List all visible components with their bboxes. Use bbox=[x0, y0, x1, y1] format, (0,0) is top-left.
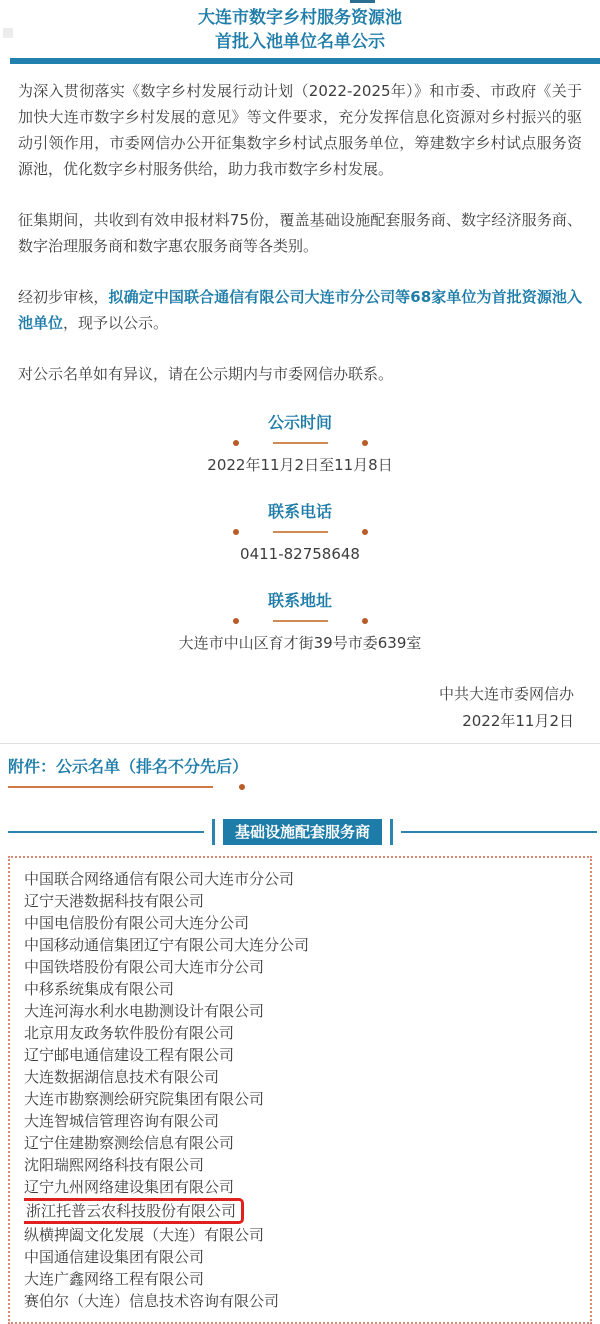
company-item: 辽宁邮电通信建设工程有限公司 bbox=[24, 1046, 235, 1064]
paragraph-intro: 为深入贯彻落实《数字乡村发展行动计划（2022-2025年）》和市委、市政府《关于加快大连市数字乡村发展的意见》等文件要求，充分发挥信息化资源对乡村振兴的驱动引领作用，市委网信办公开征集数字乡村试点服务单位，筹建数字乡村试点服务资源池，优化数字乡村服务供给，助力我市数字乡村发展。 bbox=[18, 82, 582, 178]
company-item: 沈阳瑞熙网络科技有限公司 bbox=[24, 1156, 205, 1174]
info-section-phone bbox=[18, 501, 582, 566]
company-item: 中国通信建设集团有限公司 bbox=[24, 1248, 205, 1266]
signoff-date: 2022年11月2日 bbox=[462, 712, 574, 730]
info-value-phone: 0411-82758648 bbox=[240, 545, 360, 563]
company-item: 纵横捭阖文化发展（大连）有限公司 bbox=[24, 1226, 265, 1244]
signoff-org: 中共大连市委网信办 bbox=[438, 685, 574, 703]
info-value-address: 大连市中山区育才街39号市委639室 bbox=[178, 634, 422, 652]
paragraph-result-highlight: 拟确定中国联合通信有限公司大连市分公司等68家单位为首批资源池入池单位 bbox=[18, 288, 582, 332]
company-item: 中国铁塔股份有限公司大连市分公司 bbox=[24, 958, 265, 976]
company-item: 辽宁天港数据科技有限公司 bbox=[24, 892, 205, 910]
company-item: 大连数据湖信息技术有限公司 bbox=[24, 1068, 220, 1086]
decor-dot-right bbox=[362, 440, 368, 446]
decor-row bbox=[18, 525, 582, 539]
paragraph-result-suffix: ，现予以公示。 bbox=[63, 314, 169, 332]
decor-dot-left bbox=[233, 529, 239, 535]
signoff-block bbox=[18, 679, 582, 735]
category-line-left bbox=[8, 831, 204, 833]
attachment-title: 附件：公示名单（排名不分先后） bbox=[8, 757, 249, 776]
decor-dot-right bbox=[362, 529, 368, 535]
decor-underline bbox=[8, 786, 213, 788]
decorative-square bbox=[3, 28, 13, 38]
cropped-content-mark bbox=[350, 0, 375, 3]
company-item: 大连广鑫网络工程有限公司 bbox=[24, 1270, 205, 1288]
company-item: 北京用友政务软件股份有限公司 bbox=[24, 1024, 235, 1042]
company-item: 赛伯尔（大连）信息技术咨询有限公司 bbox=[24, 1292, 280, 1310]
company-item: 中移系统集成有限公司 bbox=[24, 980, 175, 998]
company-item: 辽宁九州网络建设集团有限公司 bbox=[24, 1178, 235, 1196]
info-value-time: 2022年11月2日至11月8日 bbox=[207, 456, 393, 474]
decor-line bbox=[273, 531, 328, 533]
info-label-phone: 联系电话 bbox=[267, 502, 332, 521]
category-tick-right bbox=[390, 819, 393, 845]
decor-dot-left bbox=[233, 440, 239, 446]
decor-dot-right bbox=[362, 618, 368, 624]
info-label-address: 联系地址 bbox=[267, 591, 332, 610]
decor-line bbox=[273, 620, 328, 622]
decor-dot bbox=[239, 784, 245, 790]
paragraph-result-prefix: 经初步审核， bbox=[18, 288, 109, 306]
article-body bbox=[0, 64, 600, 735]
attachment-decor bbox=[8, 784, 600, 790]
category-tick-left bbox=[212, 819, 215, 845]
page-title-line2: 首批入池单位名单公示 bbox=[215, 32, 385, 52]
paragraph-result bbox=[18, 284, 582, 336]
decor-row bbox=[18, 614, 582, 628]
decor-line bbox=[273, 442, 328, 444]
company-item: 中国联合网络通信有限公司大连市分公司 bbox=[24, 870, 295, 888]
article-header bbox=[0, 0, 600, 54]
company-item: 辽宁住建勘察测绘信息有限公司 bbox=[24, 1134, 235, 1152]
decor-row bbox=[18, 436, 582, 450]
info-section-address bbox=[18, 590, 582, 655]
company-item-highlighted bbox=[24, 1198, 576, 1224]
info-label-time: 公示时间 bbox=[267, 413, 332, 432]
paragraph-objection: 对公示名单如有异议，请在公示期内与市委网信办联系。 bbox=[18, 365, 394, 383]
company-item: 大连市勘察测绘研究院集团有限公司 bbox=[24, 1090, 265, 1108]
category-badge: 基础设施配套服务商 bbox=[223, 819, 382, 845]
company-list bbox=[8, 856, 592, 1324]
highlight-red-box: 浙江托普云农科技股份有限公司 bbox=[24, 1198, 244, 1224]
attachment-block bbox=[0, 744, 600, 790]
page-title-line1: 大连市数字乡村服务资源池 bbox=[198, 8, 402, 28]
category-line-right bbox=[401, 831, 597, 833]
paragraph-collection: 征集期间，共收到有效申报材料75份，覆盖基础设施配套服务商、数字经济服务商、数字治理服务商和数字惠农服务商等各类别。 bbox=[18, 211, 582, 255]
info-section-time bbox=[18, 412, 582, 477]
decor-dot-left bbox=[233, 618, 239, 624]
category-header bbox=[0, 818, 600, 846]
company-item: 大连智城信管理咨询有限公司 bbox=[24, 1112, 220, 1130]
company-item: 中国移动通信集团辽宁有限公司大连分公司 bbox=[24, 936, 310, 954]
company-item: 大连河海水利水电勘测设计有限公司 bbox=[24, 1002, 265, 1020]
company-item: 中国电信股份有限公司大连分公司 bbox=[24, 914, 250, 932]
